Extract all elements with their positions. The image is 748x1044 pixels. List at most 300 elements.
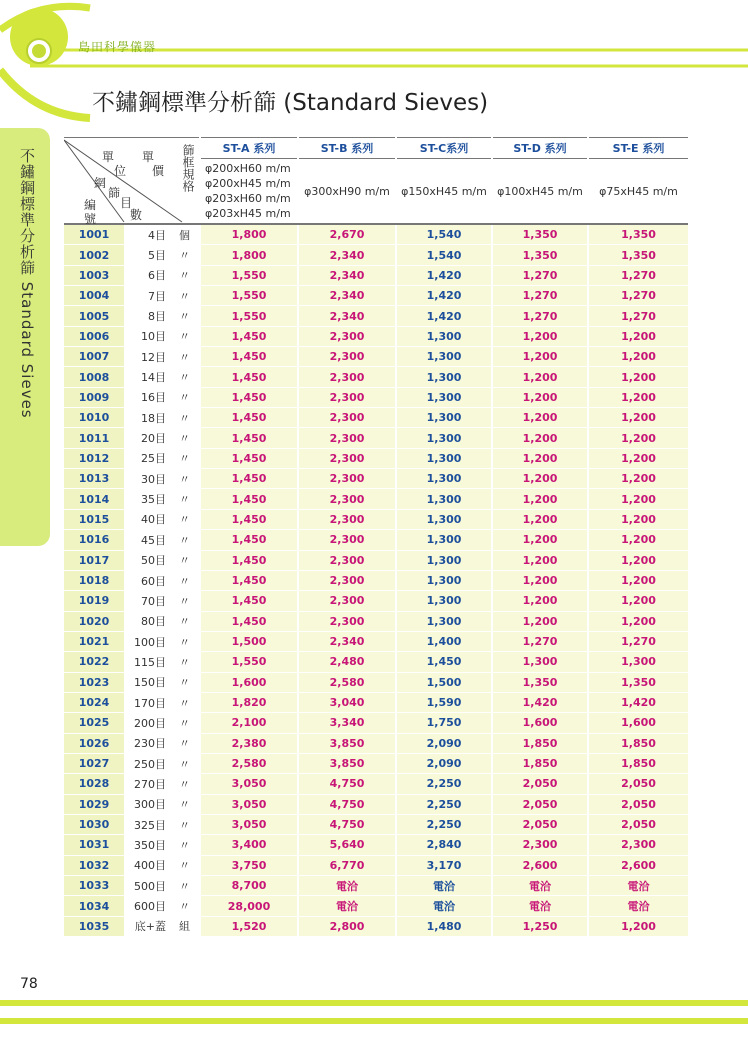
price-cell: 1,200 [588, 570, 688, 590]
price-cell: 1,450 [200, 570, 298, 590]
price-cell: 1,200 [492, 509, 588, 529]
unit: 〃 [170, 367, 200, 387]
price-cell: 1,450 [200, 448, 298, 468]
corner-label-price-2: 價 [152, 164, 165, 178]
spec-st-a [200, 159, 298, 225]
item-code: 1004 [64, 286, 124, 306]
unit: 〃 [170, 733, 200, 753]
table-row [64, 876, 688, 896]
price-cell: 1,850 [588, 753, 688, 773]
price-cell: 1,270 [492, 306, 588, 326]
unit: 〃 [170, 265, 200, 285]
price-cell: 1,550 [200, 652, 298, 672]
price-cell: 1,500 [396, 672, 492, 692]
price-cell: 1,520 [200, 916, 298, 936]
price-cell: 1,200 [588, 591, 688, 611]
price-cell: 1,250 [492, 916, 588, 936]
corner-label-num-1: 編 [84, 198, 97, 212]
mesh-size: 600目 [124, 896, 170, 916]
item-code: 1013 [64, 469, 124, 489]
mesh-size: 35目 [124, 489, 170, 509]
mesh-size: 80目 [124, 611, 170, 631]
price-cell: 4,750 [298, 774, 396, 794]
table-row [64, 428, 688, 448]
price-cell: 1,200 [492, 428, 588, 448]
mesh-size: 250目 [124, 753, 170, 773]
price-cell: 1,200 [492, 550, 588, 570]
price-cell: 1,200 [588, 428, 688, 448]
price-cell: 1,270 [588, 265, 688, 285]
corner-label-num-2: 號 [84, 212, 97, 226]
mesh-size: 400目 [124, 855, 170, 875]
price-cell: 1,300 [396, 387, 492, 407]
price-cell: 1,550 [200, 265, 298, 285]
table-row [64, 245, 688, 265]
price-cell: 電洽 [588, 876, 688, 896]
table-row [64, 469, 688, 489]
table-row [64, 448, 688, 468]
price-cell: 1,420 [396, 306, 492, 326]
side-tab-label: 不鏽鋼標準分析篩 Standard Sieves [18, 148, 36, 419]
price-cell: 2,100 [200, 713, 298, 733]
item-code: 1026 [64, 733, 124, 753]
corner-label-mesh-1: 網 [94, 176, 107, 190]
price-cell: 電洽 [492, 876, 588, 896]
item-code: 1020 [64, 611, 124, 631]
price-cell: 1,300 [396, 530, 492, 550]
price-rows [64, 224, 688, 937]
unit: 〃 [170, 611, 200, 631]
mesh-size: 25目 [124, 448, 170, 468]
unit: 〃 [170, 509, 200, 529]
price-cell: 1,300 [396, 550, 492, 570]
price-cell: 1,200 [588, 408, 688, 428]
price-cell: 2,300 [298, 509, 396, 529]
mesh-size: 5目 [124, 245, 170, 265]
price-cell: 4,750 [298, 814, 396, 834]
price-cell: 1,350 [588, 245, 688, 265]
table-row [64, 306, 688, 326]
table-row [64, 224, 688, 245]
price-cell: 1,450 [200, 408, 298, 428]
mesh-size: 40目 [124, 509, 170, 529]
price-cell: 1,600 [492, 713, 588, 733]
unit: 〃 [170, 672, 200, 692]
unit: 〃 [170, 692, 200, 712]
price-cell: 1,200 [492, 387, 588, 407]
price-cell: 2,340 [298, 265, 396, 285]
price-cell: 2,340 [298, 286, 396, 306]
spec-st-a-1: φ200xH60 m/m [205, 162, 291, 175]
item-code: 1011 [64, 428, 124, 448]
price-cell: 1,300 [396, 469, 492, 489]
item-code: 1032 [64, 855, 124, 875]
price-cell: 1,200 [492, 347, 588, 367]
price-cell: 2,340 [298, 306, 396, 326]
mesh-size: 4目 [124, 224, 170, 245]
price-cell: 2,250 [396, 794, 492, 814]
item-code: 1033 [64, 876, 124, 896]
price-cell: 1,350 [588, 672, 688, 692]
table-row [64, 733, 688, 753]
corner-label-mesh-3: 目 [120, 196, 133, 210]
unit: 〃 [170, 286, 200, 306]
price-cell: 1,200 [492, 591, 588, 611]
price-cell: 1,450 [200, 387, 298, 407]
table-row [64, 672, 688, 692]
price-cell: 2,300 [298, 570, 396, 590]
mesh-size: 60目 [124, 570, 170, 590]
price-cell: 1,850 [492, 753, 588, 773]
unit: 〃 [170, 652, 200, 672]
price-cell: 3,400 [200, 835, 298, 855]
price-cell: 1,200 [588, 530, 688, 550]
unit: 〃 [170, 306, 200, 326]
mesh-size: 7目 [124, 286, 170, 306]
mesh-size: 270目 [124, 774, 170, 794]
price-cell: 1,600 [200, 672, 298, 692]
series-header-st-b: ST-B 系列 [298, 138, 396, 159]
item-code: 1025 [64, 713, 124, 733]
item-code: 1012 [64, 448, 124, 468]
price-cell: 1,270 [588, 286, 688, 306]
price-cell: 1,200 [588, 489, 688, 509]
table-row [64, 753, 688, 773]
header-corner-cell [64, 138, 200, 225]
item-code: 1007 [64, 347, 124, 367]
footer-bar-bottom [0, 1018, 748, 1024]
price-cell: 1,300 [396, 570, 492, 590]
item-code: 1030 [64, 814, 124, 834]
item-code: 1021 [64, 631, 124, 651]
price-cell: 2,300 [298, 448, 396, 468]
price-cell: 1,450 [396, 652, 492, 672]
item-code: 1017 [64, 550, 124, 570]
unit: 〃 [170, 835, 200, 855]
price-cell: 2,300 [298, 591, 396, 611]
price-cell: 2,600 [588, 855, 688, 875]
price-cell: 8,700 [200, 876, 298, 896]
price-cell: 1,350 [492, 672, 588, 692]
unit: 〃 [170, 550, 200, 570]
item-code: 1019 [64, 591, 124, 611]
price-cell: 3,170 [396, 855, 492, 875]
table-row [64, 692, 688, 712]
price-cell: 1,400 [396, 631, 492, 651]
unit: 組 [170, 916, 200, 936]
price-cell: 1,200 [492, 408, 588, 428]
item-code: 1029 [64, 794, 124, 814]
mesh-size: 325目 [124, 814, 170, 834]
price-cell: 1,450 [200, 530, 298, 550]
series-header-st-a: ST-A 系列 [200, 138, 298, 159]
unit: 〃 [170, 591, 200, 611]
unit: 〃 [170, 245, 200, 265]
mesh-size: 500目 [124, 876, 170, 896]
price-cell: 3,050 [200, 774, 298, 794]
price-cell: 2,300 [298, 530, 396, 550]
price-cell: 1,300 [396, 428, 492, 448]
price-cell: 2,300 [492, 835, 588, 855]
price-cell: 1,300 [396, 367, 492, 387]
price-cell: 1,420 [396, 265, 492, 285]
logo-seal-inner [32, 44, 46, 58]
price-cell: 1,300 [396, 408, 492, 428]
price-cell: 1,850 [588, 733, 688, 753]
price-cell: 2,300 [298, 469, 396, 489]
price-cell: 1,200 [588, 550, 688, 570]
price-cell: 1,200 [588, 916, 688, 936]
price-cell: 2,300 [298, 326, 396, 346]
mesh-size: 10目 [124, 326, 170, 346]
page-number: 78 [20, 976, 38, 992]
unit: 〃 [170, 713, 200, 733]
price-cell: 電洽 [396, 896, 492, 916]
item-code: 1005 [64, 306, 124, 326]
table-row [64, 387, 688, 407]
spec-st-a-2: φ200xH45 m/m [205, 177, 291, 190]
price-cell: 1,300 [396, 448, 492, 468]
series-header-st-d: ST-D 系列 [492, 138, 588, 159]
unit: 〃 [170, 448, 200, 468]
mesh-size: 底+蓋 [124, 916, 170, 936]
price-cell: 1,750 [396, 713, 492, 733]
sieve-price-table [64, 137, 688, 937]
price-cell: 2,300 [298, 489, 396, 509]
price-cell: 1,300 [588, 652, 688, 672]
price-cell: 1,300 [396, 489, 492, 509]
footer-bar-top [0, 1000, 748, 1006]
price-cell: 2,250 [396, 774, 492, 794]
price-cell: 2,050 [492, 814, 588, 834]
price-cell: 1,500 [200, 631, 298, 651]
table-row [64, 631, 688, 651]
table-row [64, 367, 688, 387]
table-row [64, 591, 688, 611]
price-cell: 1,450 [200, 591, 298, 611]
price-cell: 1,450 [200, 326, 298, 346]
spec-st-d: φ100xH45 m/m [492, 159, 588, 225]
price-cell: 1,200 [492, 469, 588, 489]
price-cell: 1,850 [492, 733, 588, 753]
table-row [64, 835, 688, 855]
corner-label-price-1: 單 [142, 150, 155, 164]
price-cell: 1,300 [396, 347, 492, 367]
item-code: 1009 [64, 387, 124, 407]
price-cell: 1,420 [396, 286, 492, 306]
price-cell: 1,800 [200, 245, 298, 265]
mesh-size: 30目 [124, 469, 170, 489]
price-cell: 1,820 [200, 692, 298, 712]
mesh-size: 170目 [124, 692, 170, 712]
price-cell: 1,450 [200, 509, 298, 529]
price-cell: 2,380 [200, 733, 298, 753]
price-cell: 1,300 [396, 326, 492, 346]
table-row [64, 570, 688, 590]
price-cell: 5,640 [298, 835, 396, 855]
price-cell: 1,200 [492, 570, 588, 590]
corner-label-count: 數 [130, 208, 143, 222]
price-cell: 2,300 [298, 428, 396, 448]
price-cell: 2,340 [298, 245, 396, 265]
unit: 〃 [170, 570, 200, 590]
corner-label-wei: 位 [114, 164, 127, 178]
price-cell: 6,770 [298, 855, 396, 875]
price-cell: 1,540 [396, 245, 492, 265]
table-row [64, 286, 688, 306]
price-cell: 1,540 [396, 224, 492, 245]
price-cell: 3,850 [298, 753, 396, 773]
unit: 個 [170, 224, 200, 245]
price-cell: 1,350 [588, 224, 688, 245]
item-code: 1028 [64, 774, 124, 794]
price-cell: 1,350 [492, 224, 588, 245]
unit: 〃 [170, 631, 200, 651]
price-cell: 1,550 [200, 286, 298, 306]
item-code: 1015 [64, 509, 124, 529]
unit: 〃 [170, 814, 200, 834]
price-cell: 2,580 [200, 753, 298, 773]
price-cell: 3,750 [200, 855, 298, 875]
brand-name: 島田科學儀器 [78, 40, 157, 54]
price-cell: 1,450 [200, 611, 298, 631]
price-cell: 1,350 [492, 245, 588, 265]
price-cell: 1,200 [588, 611, 688, 631]
item-code: 1003 [64, 265, 124, 285]
item-code: 1035 [64, 916, 124, 936]
mesh-size: 350目 [124, 835, 170, 855]
price-cell: 3,050 [200, 794, 298, 814]
unit: 〃 [170, 489, 200, 509]
item-code: 1024 [64, 692, 124, 712]
table-row [64, 774, 688, 794]
page-title: 不鏽鋼標準分析篩 (Standard Sieves) [92, 90, 489, 116]
unit: 〃 [170, 794, 200, 814]
price-cell: 1,300 [396, 591, 492, 611]
mesh-size: 45目 [124, 530, 170, 550]
unit: 〃 [170, 896, 200, 916]
price-cell: 2,340 [298, 631, 396, 651]
price-cell: 2,580 [298, 672, 396, 692]
unit: 〃 [170, 530, 200, 550]
mesh-size: 6目 [124, 265, 170, 285]
price-cell: 1,450 [200, 428, 298, 448]
unit: 〃 [170, 753, 200, 773]
table-row [64, 265, 688, 285]
corner-label-dan: 單 [102, 150, 115, 164]
price-cell: 2,300 [298, 408, 396, 428]
price-cell: 2,300 [588, 835, 688, 855]
item-code: 1031 [64, 835, 124, 855]
price-cell: 1,270 [588, 631, 688, 651]
price-cell: 1,800 [200, 224, 298, 245]
item-code: 1022 [64, 652, 124, 672]
price-cell: 3,050 [200, 814, 298, 834]
table-row [64, 489, 688, 509]
spec-st-b: φ300xH90 m/m [298, 159, 396, 225]
price-cell: 2,050 [492, 774, 588, 794]
price-cell: 2,300 [298, 611, 396, 631]
table-row [64, 611, 688, 631]
mesh-size: 70目 [124, 591, 170, 611]
price-cell: 1,200 [492, 530, 588, 550]
price-cell: 1,200 [492, 326, 588, 346]
price-cell: 電洽 [396, 876, 492, 896]
unit: 〃 [170, 774, 200, 794]
price-cell: 1,450 [200, 489, 298, 509]
price-cell: 電洽 [492, 896, 588, 916]
price-cell: 電洽 [298, 896, 396, 916]
unit: 〃 [170, 387, 200, 407]
item-code: 1023 [64, 672, 124, 692]
price-cell: 1,200 [492, 611, 588, 631]
series-header-st-e: ST-E 系列 [588, 138, 688, 159]
item-code: 1016 [64, 530, 124, 550]
spec-st-c: φ150xH45 m/m [396, 159, 492, 225]
price-cell: 1,300 [396, 611, 492, 631]
mesh-size: 300目 [124, 794, 170, 814]
price-cell: 1,270 [492, 286, 588, 306]
table-row [64, 855, 688, 875]
spec-st-e: φ75xH45 m/m [588, 159, 688, 225]
mesh-size: 150目 [124, 672, 170, 692]
price-cell: 4,750 [298, 794, 396, 814]
price-cell: 電洽 [298, 876, 396, 896]
mesh-size: 50目 [124, 550, 170, 570]
price-cell: 1,200 [588, 347, 688, 367]
price-cell: 2,300 [298, 387, 396, 407]
price-cell: 1,450 [200, 469, 298, 489]
item-code: 1034 [64, 896, 124, 916]
price-cell: 1,200 [492, 367, 588, 387]
price-cell: 2,090 [396, 753, 492, 773]
mesh-size: 20目 [124, 428, 170, 448]
item-code: 1008 [64, 367, 124, 387]
table-row [64, 794, 688, 814]
price-cell: 1,450 [200, 347, 298, 367]
price-cell: 2,840 [396, 835, 492, 855]
item-code: 1010 [64, 408, 124, 428]
price-cell: 2,050 [588, 794, 688, 814]
price-cell: 1,480 [396, 916, 492, 936]
item-code: 1006 [64, 326, 124, 346]
price-cell: 1,200 [588, 326, 688, 346]
table-row [64, 326, 688, 346]
table-row [64, 916, 688, 936]
price-cell: 1,450 [200, 367, 298, 387]
price-cell: 1,300 [492, 652, 588, 672]
mesh-size: 200目 [124, 713, 170, 733]
mesh-size: 115目 [124, 652, 170, 672]
corner-label-mesh-2: 篩 [108, 186, 121, 200]
table-row [64, 347, 688, 367]
price-cell: 2,670 [298, 224, 396, 245]
item-code: 1002 [64, 245, 124, 265]
price-cell: 1,200 [492, 448, 588, 468]
series-header-st-c: ST-C系列 [396, 138, 492, 159]
item-code: 1014 [64, 489, 124, 509]
price-cell: 3,040 [298, 692, 396, 712]
spec-st-a-4: φ203xH45 m/m [205, 207, 291, 220]
price-cell: 1,420 [492, 692, 588, 712]
mesh-size: 8目 [124, 306, 170, 326]
unit: 〃 [170, 855, 200, 875]
price-cell: 2,050 [588, 814, 688, 834]
price-cell: 2,090 [396, 733, 492, 753]
price-cell: 1,420 [588, 692, 688, 712]
item-code: 1018 [64, 570, 124, 590]
table-row [64, 652, 688, 672]
